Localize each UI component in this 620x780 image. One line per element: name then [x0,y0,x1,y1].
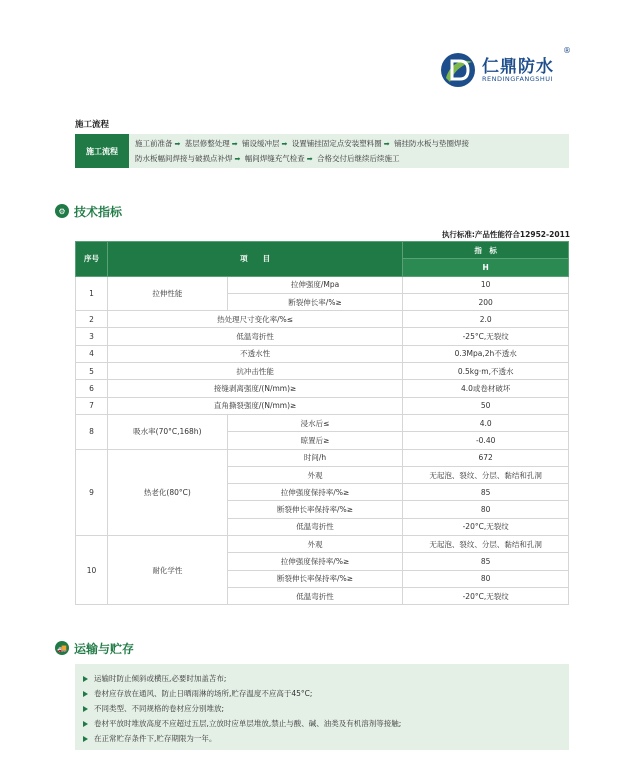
row-value: 4.0或卷材破坏 [403,380,569,397]
table-row [76,276,569,293]
row-value: 80 [403,570,569,587]
list-item-text: 在正常贮存条件下,贮存期限为一年。 [94,734,217,743]
row-value: 85 [403,553,569,570]
row-subitem: 拉伸强度/Mpa [227,276,403,293]
row-subitem: 时间/h [227,449,403,466]
list-item-text: 运输时防止倾斜或横压,必要时加盖苫布; [94,674,227,683]
process-step: 幅间焊缝充气检查 [244,153,305,163]
row-value: 10 [403,276,569,293]
list-item [83,731,561,746]
triangle-bullet-icon [83,691,88,697]
tech-title: 技术指标 [74,204,123,219]
row-value: -20°C,无裂纹 [403,518,569,535]
process-panel [75,134,569,168]
row-subitem: 拉伸强度保持率/%≥ [227,553,403,570]
row-subitem: 断裂伸长率保持率/%≥ [227,501,403,518]
table-row [76,363,569,380]
row-subitem: 低温弯折性 [227,587,403,604]
process-step: 防水板幅间焊接与破损点补焊 [135,153,233,163]
row-subitem: 低温弯折性 [227,518,403,535]
triangle-bullet-icon [83,676,88,682]
row-no: 5 [76,363,108,380]
arrow-right-icon: ➡ [231,140,238,148]
tech-section-heading [55,203,122,219]
row-subitem: 断裂伸长率保持率/%≥ [227,570,403,587]
row-value: 无起泡、裂纹、分层、黏结和孔洞 [403,466,569,483]
truck-icon: 🚚 [55,641,69,655]
table-row [76,397,569,414]
row-no: 7 [76,397,108,414]
arrow-right-icon: ➡ [234,154,241,163]
gear-icon: ⚙ [55,204,69,218]
row-category: 拉伸性能 [107,276,227,311]
row-item: 低温弯折性 [107,328,402,345]
row-subitem: 拉伸强度保持率/%≥ [227,484,403,501]
header-item: 项 目 [107,242,402,277]
process-step: 施工前准备 [135,139,173,148]
row-no: 2 [76,311,108,328]
row-value: 200 [403,293,569,310]
row-value: -0.40 [403,432,569,449]
row-no: 6 [76,380,108,397]
table-row [76,345,569,362]
row-category: 热老化(80°C) [107,449,227,535]
row-value: -25°C,无裂纹 [403,328,569,345]
brand-name-cn: 仁鼎防水 [482,57,554,77]
process-steps [135,137,565,166]
row-value: 无起泡、裂纹、分层、黏结和孔洞 [403,536,569,553]
triangle-bullet-icon [83,706,88,712]
process-step: 铺挂防水板与垫圈焊接 [394,139,470,148]
spec-table [75,241,569,605]
header-index: 指 标 [403,242,569,259]
storage-panel [75,664,569,750]
table-row [76,414,569,431]
row-value: 85 [403,484,569,501]
storage-title: 运输与贮存 [74,641,135,656]
list-item-text: 卷材平放时堆放高度不应超过五层,立放时应单层堆放,禁止与酸、碱、油类及有机溶剂等接触; [94,719,402,728]
process-step: 铺设缓冲层 [242,139,280,148]
row-value: -20°C,无裂纹 [403,587,569,604]
row-item: 接缝剥离强度/(N/mm)≥ [107,380,402,397]
process-step: 基层修整处理 [184,139,230,148]
row-subitem: 断裂伸长率/%≥ [227,293,403,310]
brand-logo [440,48,580,94]
process-step: 合格交付后继续后续施工 [317,153,400,163]
table-row [76,311,569,328]
list-item [83,671,561,686]
row-item: 不透水性 [107,345,402,362]
list-item [83,716,561,731]
row-no: 1 [76,276,108,311]
row-value: 0.3Mpa,2h不透水 [403,345,569,362]
row-subitem: 外观 [227,536,403,553]
triangle-bullet-icon [83,721,88,727]
header-grade: H [403,259,569,276]
list-item-text: 卷材应存放在通风、防止日晒雨淋的场所,贮存温度不应高于45°C; [94,689,313,698]
row-value: 50 [403,397,569,414]
row-value: 672 [403,449,569,466]
table-row [76,380,569,397]
table-row [76,536,569,553]
row-item: 抗冲击性能 [107,363,402,380]
list-item [83,701,561,716]
arrow-right-icon: ➡ [174,140,181,148]
row-subitem: 浸水后≤ [227,414,403,431]
logo-mark-icon [440,52,476,88]
brand-name-en: RENDINGFANGSHUI [482,75,553,83]
row-no: 8 [76,414,108,449]
standard-note: 执行标准:产品性能符合12952-2011 [441,230,570,239]
row-item: 直角撕裂强度/(N/mm)≥ [107,397,402,414]
process-label: 施工流程 [75,134,129,168]
row-value: 4.0 [403,414,569,431]
storage-section-heading [55,640,134,656]
row-value: 80 [403,501,569,518]
row-value: 2.0 [403,311,569,328]
row-no: 3 [76,328,108,345]
arrow-right-icon: ➡ [281,140,288,148]
header-no: 序号 [76,242,108,277]
process-heading: 施工流程 [75,120,110,130]
row-value: 0.5kg·m,不透水 [403,363,569,380]
row-subitem: 外观 [227,466,403,483]
arrow-right-icon: ➡ [383,140,390,148]
row-category: 耐化学性 [107,536,227,605]
table-row [76,449,569,466]
row-item: 热处理尺寸变化率/%≤ [107,311,402,328]
process-step: 设置铺挂固定点安装塑料圈 [291,139,382,148]
row-subitem: 晾置后≥ [227,432,403,449]
list-item-text: 不同类型、不同规格的卷材应分别堆放; [94,704,225,713]
registered-mark: ® [563,46,571,55]
arrow-right-icon: ➡ [306,154,313,163]
row-no: 9 [76,449,108,535]
list-item [83,686,561,701]
row-no: 4 [76,345,108,362]
row-no: 10 [76,536,108,605]
triangle-bullet-icon [83,736,88,742]
row-category: 吸水率(70°C,168h) [107,414,227,449]
table-row [76,328,569,345]
